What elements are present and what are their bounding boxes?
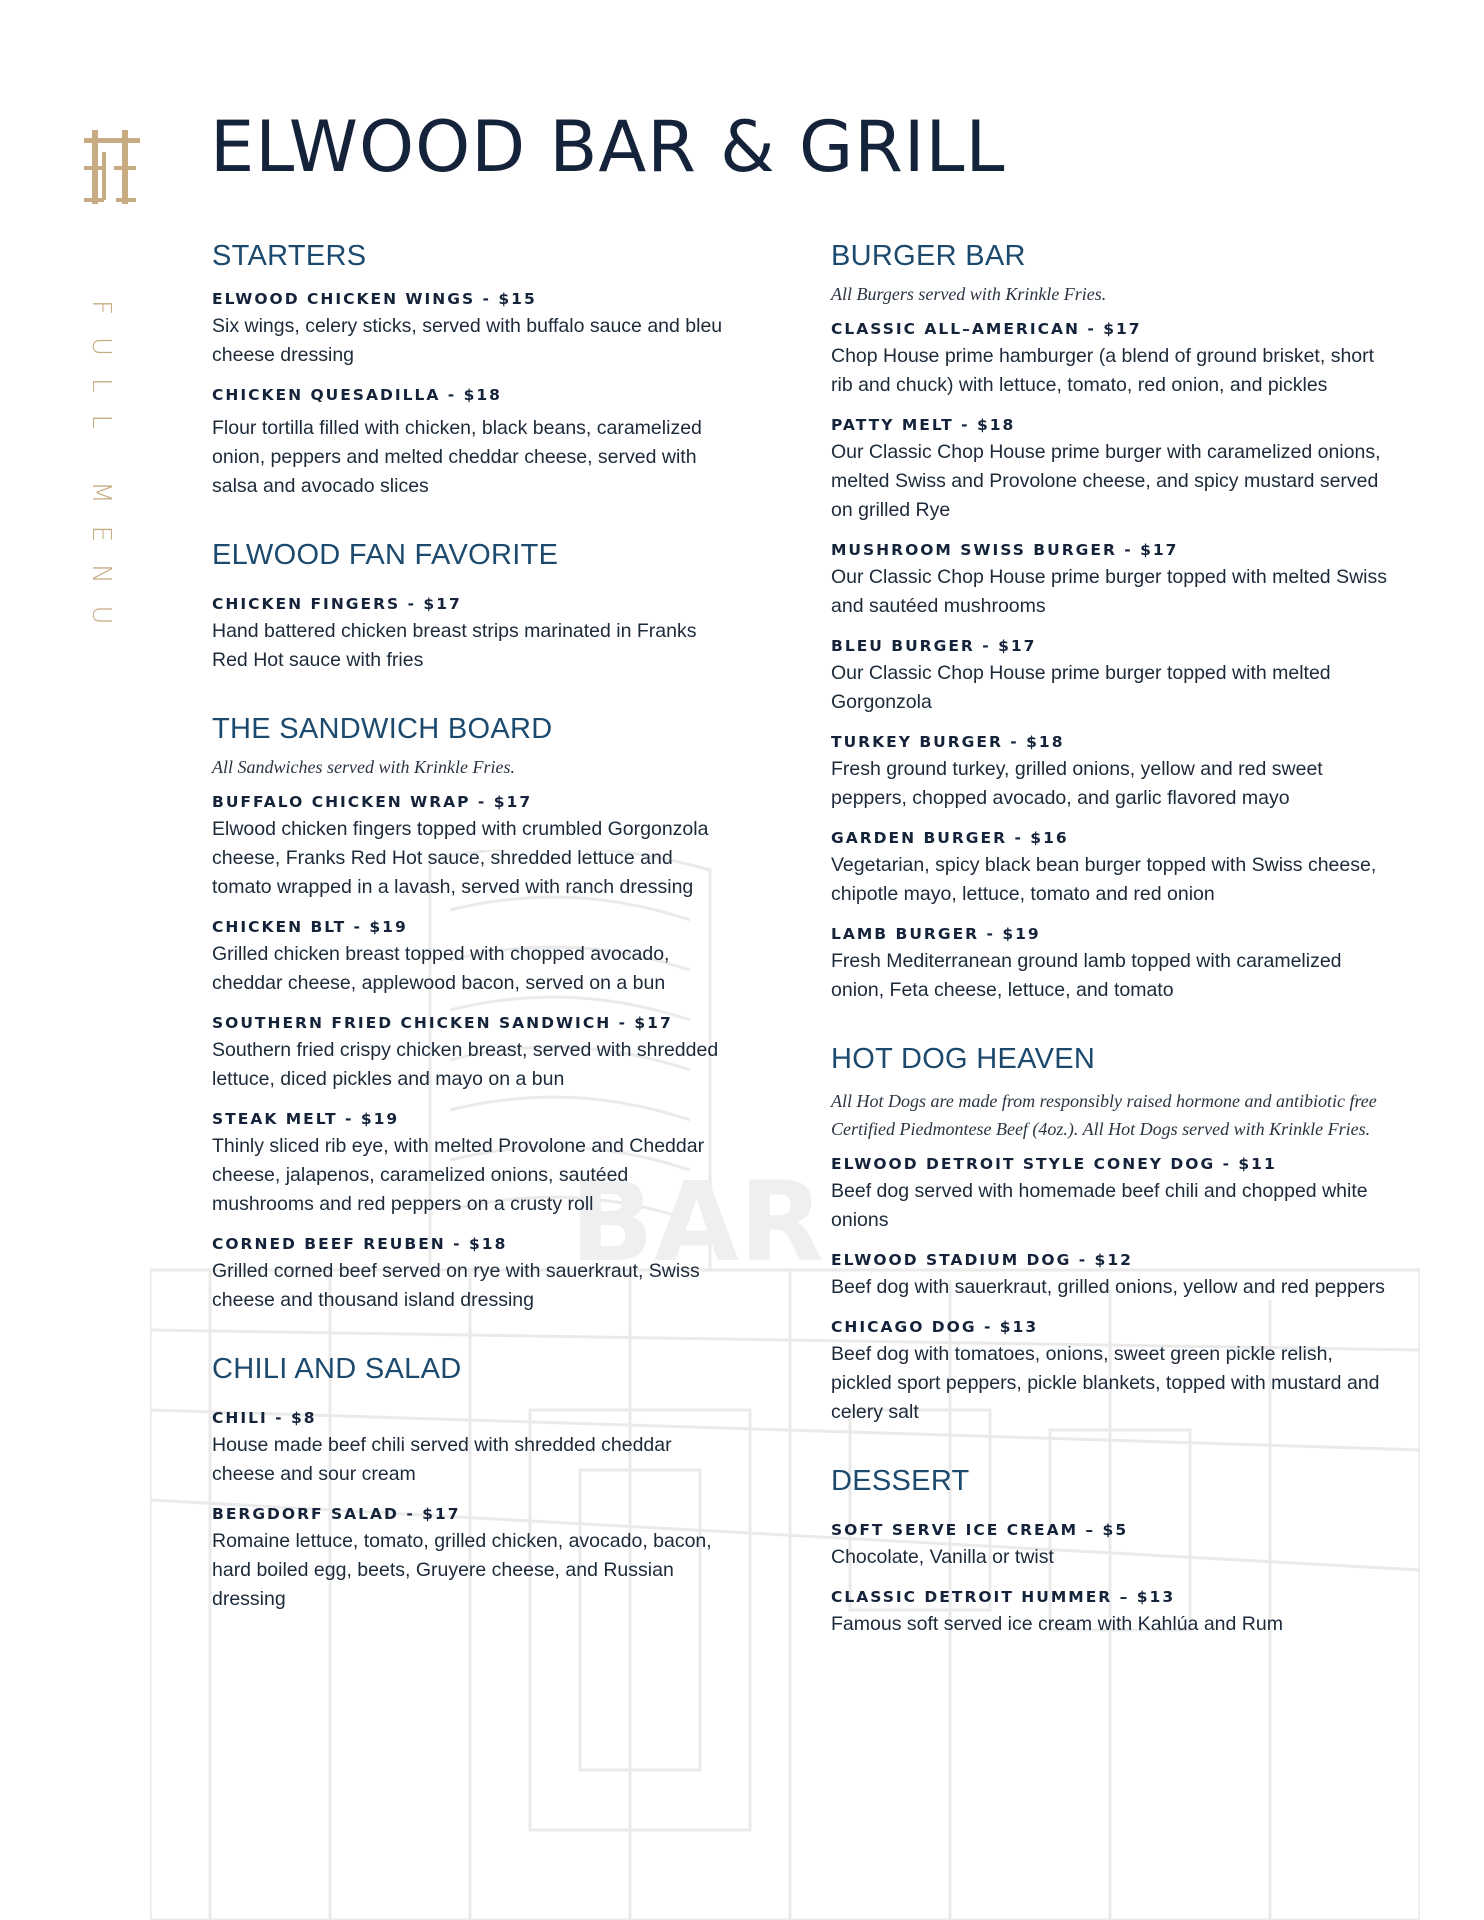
item-description: Our Classic Chop House prime burger topped with melted Swiss and sautéed mushrooms bbox=[831, 566, 1387, 617]
menu-item bbox=[831, 412, 1391, 525]
item-name: CORNED BEEF REUBEN - $18 bbox=[212, 1235, 508, 1253]
menu-item bbox=[212, 286, 732, 370]
item-name: BUFFALO CHICKEN WRAP - $17 bbox=[212, 793, 533, 811]
item-description: Grilled chicken breast topped with chopped avocado, cheddar cheese, applewood bacon, served on a bun bbox=[212, 943, 670, 994]
item-name: CHICKEN FINGERS - $17 bbox=[212, 595, 462, 613]
item-description: Our Classic Chop House prime burger with caramelized onions, melted Swiss and Provolone cheese, and spicy mustard served on grilled Rye bbox=[831, 441, 1381, 521]
svg-text:BAR: BAR bbox=[570, 1158, 824, 1286]
monogram-logo-icon bbox=[84, 130, 140, 204]
item-description: Vegetarian, spicy black bean burger topped with Swiss cheese, chipotle mayo, lettuce, tomato and red onion bbox=[831, 854, 1377, 905]
item-name: LAMB BURGER - $19 bbox=[831, 925, 1041, 943]
item-name: CLASSIC DETROIT HUMMER – $13 bbox=[831, 1588, 1176, 1606]
item-name: MUSHROOM SWISS BURGER - $17 bbox=[831, 541, 1179, 559]
menu-item bbox=[831, 921, 1391, 1005]
menu-item bbox=[212, 1106, 732, 1219]
item-name: TURKEY BURGER - $18 bbox=[831, 733, 1065, 751]
item-description: Flour tortilla filled with chicken, black beans, caramelized onion, peppers and melted cheddar cheese, served with salsa and avocado slices bbox=[212, 417, 702, 497]
item-name: CLASSIC ALL–AMERICAN - $17 bbox=[831, 320, 1142, 338]
item-description: Elwood chicken fingers topped with crumbled Gorgonzola cheese, Franks Red Hot sauce, shredded lettuce and tomato wrapped in a lavash, served with ranch dressing bbox=[212, 818, 709, 898]
menu-item bbox=[831, 729, 1391, 813]
section-dessert bbox=[831, 1461, 1391, 1639]
item-name: BERGDORF SALAD - $17 bbox=[212, 1505, 461, 1523]
side-label: FULL MENU bbox=[86, 300, 116, 647]
menu-item bbox=[831, 633, 1391, 717]
section-note: All Hot Dogs are made from responsibly raised hormone and antibiotic free Certified Piedmontese Beef (4oz.). All Hot Dogs served with Krinkle Fries. bbox=[831, 1091, 1377, 1139]
item-description: Beef dog with sauerkraut, grilled onions, yellow and red peppers bbox=[831, 1276, 1385, 1298]
section-starters bbox=[212, 236, 732, 501]
menu-item bbox=[831, 1584, 1391, 1639]
section-title: ELWOOD FAN FAVORITE bbox=[212, 539, 559, 571]
item-description: Famous soft served ice cream with Kahlúa and Rum bbox=[831, 1613, 1283, 1635]
item-description: Southern fried crispy chicken breast, served with shredded lettuce, diced pickles and mayo on a bun bbox=[212, 1039, 719, 1090]
item-name: ELWOOD STADIUM DOG - $12 bbox=[831, 1251, 1133, 1269]
menu-item bbox=[212, 382, 732, 501]
menu-item bbox=[831, 825, 1391, 909]
item-description: Beef dog served with homemade beef chili and chopped white onions bbox=[831, 1180, 1368, 1231]
menu-item bbox=[831, 1517, 1391, 1572]
menu-item bbox=[212, 591, 732, 675]
item-name: CHICKEN BLT - $19 bbox=[212, 918, 408, 936]
left-column bbox=[212, 236, 732, 1614]
section-fan-favorite bbox=[212, 535, 732, 675]
item-name: CHILI - $8 bbox=[212, 1409, 317, 1427]
item-name: ELWOOD DETROIT STYLE CONEY DOG - $11 bbox=[831, 1155, 1277, 1173]
item-description: Beef dog with tomatoes, onions, sweet green pickle relish, pickled sport peppers, pickle blankets, topped with mustard and celery salt bbox=[831, 1343, 1380, 1423]
section-title: BURGER BAR bbox=[831, 240, 1026, 272]
item-description: Hand battered chicken breast strips marinated in Franks Red Hot sauce with fries bbox=[212, 620, 697, 671]
item-description: Six wings, celery sticks, served with buffalo sauce and bleu cheese dressing bbox=[212, 315, 723, 366]
item-description: Grilled corned beef served on rye with sauerkraut, Swiss cheese and thousand island dressing bbox=[212, 1260, 700, 1311]
section-hot-dog-heaven bbox=[831, 1039, 1391, 1427]
item-name: GARDEN BURGER - $16 bbox=[831, 829, 1069, 847]
item-name: CHICKEN QUESADILLA - $18 bbox=[212, 386, 502, 404]
section-note: All Sandwiches served with Krinkle Fries. bbox=[212, 757, 515, 777]
item-name: PATTY MELT - $18 bbox=[831, 416, 1016, 434]
item-name: CHICAGO DOG - $13 bbox=[831, 1318, 1039, 1336]
menu-item bbox=[831, 1151, 1391, 1235]
page-title: ELWOOD BAR & GRILL bbox=[210, 106, 1006, 188]
menu-item bbox=[212, 1010, 732, 1094]
item-description: Romaine lettuce, tomato, grilled chicken, avocado, bacon, hard boiled egg, beets, Gruyere cheese, and Russian dressing bbox=[212, 1530, 712, 1610]
menu-item bbox=[212, 1501, 732, 1614]
item-description: Thinly sliced rib eye, with melted Provolone and Cheddar cheese, jalapenos, caramelized onions, sautéed mushrooms and red peppers on a crusty roll bbox=[212, 1135, 705, 1215]
menu-item bbox=[212, 1405, 732, 1489]
section-title: CHILI AND SALAD bbox=[212, 1353, 462, 1385]
section-chili-salad bbox=[212, 1349, 732, 1614]
menu-item bbox=[831, 537, 1391, 621]
section-note: All Burgers served with Krinkle Fries. bbox=[831, 284, 1107, 304]
menu-item bbox=[212, 914, 732, 998]
menu-item bbox=[831, 1247, 1391, 1302]
item-name: SOUTHERN FRIED CHICKEN SANDWICH - $17 bbox=[212, 1014, 673, 1032]
right-column bbox=[831, 236, 1391, 1639]
section-sandwich-board bbox=[212, 709, 732, 1315]
menu-item bbox=[212, 1231, 732, 1315]
section-burger-bar bbox=[831, 236, 1391, 1005]
menu-item bbox=[831, 1314, 1391, 1427]
section-title: DESSERT bbox=[831, 1465, 970, 1497]
menu-item bbox=[831, 316, 1391, 400]
item-name: SOFT SERVE ICE CREAM – $5 bbox=[831, 1521, 1129, 1539]
item-description: Chocolate, Vanilla or twist bbox=[831, 1546, 1054, 1568]
section-title: STARTERS bbox=[212, 240, 367, 272]
item-description: House made beef chili served with shredded cheddar cheese and sour cream bbox=[212, 1434, 672, 1485]
item-description: Our Classic Chop House prime burger topped with melted Gorgonzola bbox=[831, 662, 1331, 713]
section-title: THE SANDWICH BOARD bbox=[212, 713, 553, 745]
menu-item bbox=[212, 789, 732, 902]
item-description: Fresh ground turkey, grilled onions, yellow and red sweet peppers, chopped avocado, and garlic flavored mayo bbox=[831, 758, 1323, 809]
item-description: Chop House prime hamburger (a blend of ground brisket, short rib and chuck) with lettuce, tomato, red onion, and pickles bbox=[831, 345, 1375, 396]
section-title: HOT DOG HEAVEN bbox=[831, 1043, 1096, 1075]
item-name: BLEU BURGER - $17 bbox=[831, 637, 1037, 655]
item-name: STEAK MELT - $19 bbox=[212, 1110, 400, 1128]
item-name: ELWOOD CHICKEN WINGS - $15 bbox=[212, 290, 537, 308]
item-description: Fresh Mediterranean ground lamb topped with caramelized onion, Feta cheese, lettuce, and tomato bbox=[831, 950, 1342, 1001]
